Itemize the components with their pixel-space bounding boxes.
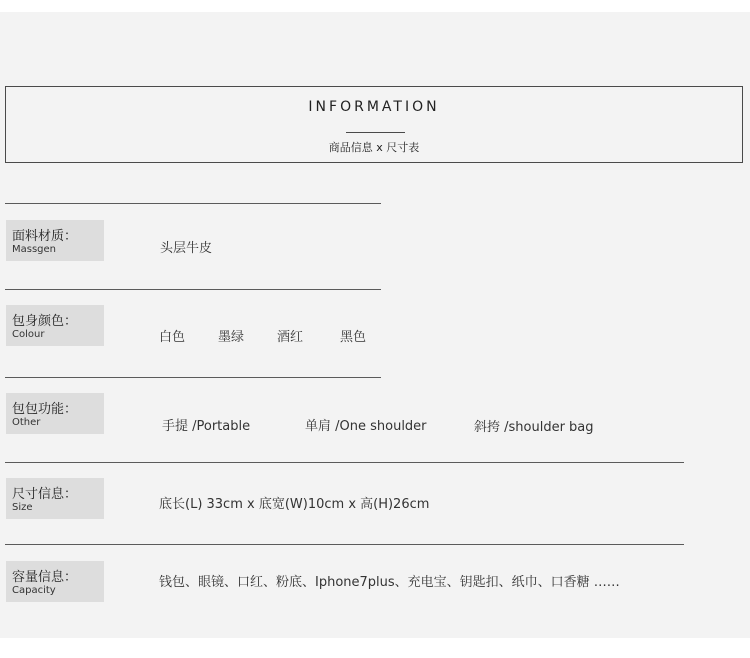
label-material-en: Massgen: [12, 244, 57, 255]
label-size-zh: 尺寸信息：: [12, 487, 78, 502]
function-crossbody: 斜挎 /shoulder bag: [474, 420, 594, 435]
size-dimensions: 底长(L) 33cm x 底宽(W)10cm x 高(H)26cm: [159, 497, 430, 512]
label-size: [6, 478, 104, 519]
label-capacity-zh: 容量信息：: [12, 570, 78, 585]
label-size-en: Size: [12, 502, 33, 513]
colour-option-white: 白色: [159, 330, 186, 345]
divider-capacity: [5, 544, 684, 545]
information-header-box: [5, 86, 743, 163]
colour-option-wine-red: 酒红: [277, 330, 304, 345]
function-portable: 手提 /Portable: [162, 419, 251, 434]
label-colour-en: Colour: [12, 329, 45, 340]
label-material: [6, 220, 104, 261]
label-function-zh: 包包功能：: [12, 402, 78, 417]
divider-material: [5, 203, 381, 204]
label-function-en: Other: [12, 417, 41, 428]
information-subtitle: 商品信息 x 尺寸表: [328, 141, 420, 154]
function-one-shoulder: 单肩 /One shoulder: [305, 419, 427, 434]
material-value: 头层牛皮: [160, 241, 213, 256]
colour-option-dark-green: 墨绿: [218, 330, 245, 345]
information-title: INFORMATION: [308, 99, 440, 115]
colour-option-black: 黑色: [340, 330, 367, 345]
divider-size: [5, 462, 684, 463]
label-capacity-en: Capacity: [12, 585, 56, 596]
label-colour: [6, 305, 104, 346]
label-function: [6, 393, 104, 434]
label-capacity: [6, 561, 104, 602]
divider-function: [5, 377, 381, 378]
label-material-zh: 面料材质：: [12, 229, 78, 244]
divider-colour: [5, 289, 381, 290]
label-colour-zh: 包身颜色：: [12, 314, 78, 329]
title-underline: [346, 132, 405, 133]
capacity-items: 钱包、眼镜、口红、粉底、Iphone7plus、充电宝、钥匙扣、纸巾、口香糖 ……: [159, 575, 620, 590]
